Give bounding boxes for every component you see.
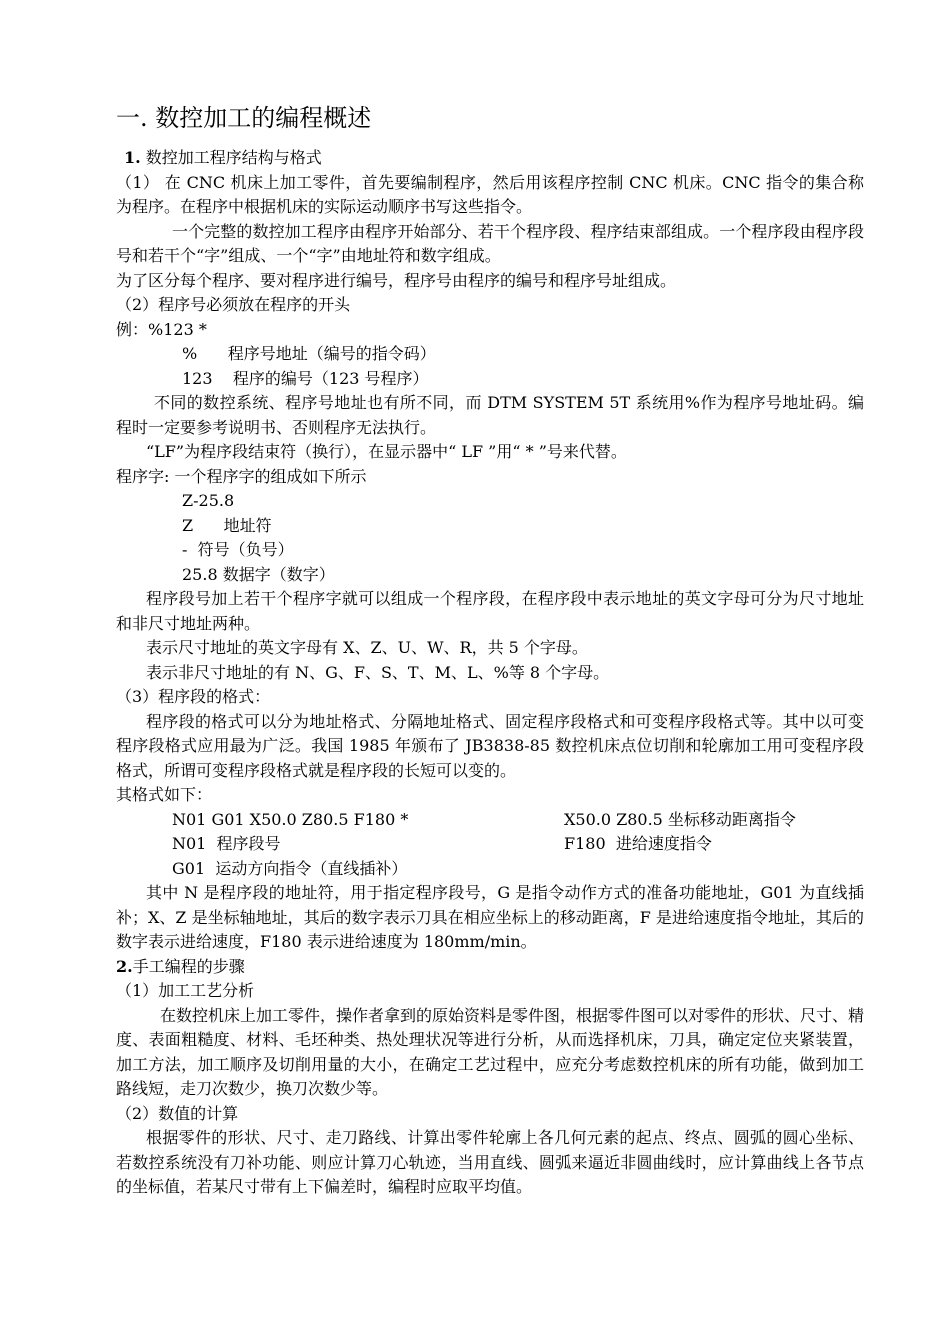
section-heading <box>116 955 864 980</box>
word-example: - 符号（负号） <box>182 540 294 559</box>
example-line: 123 程序的编号（123 号程序） <box>182 368 429 388</box>
paragraph: 为了区分每个程序、要对程序进行编号，程序号由程序的编号和程序号址组成。 <box>116 270 677 290</box>
format-cell: F180 进给速度指令 <box>564 834 712 853</box>
format-cell: G01 运动方向指令（直线插补） <box>172 858 408 878</box>
document-page <box>116 100 864 1200</box>
subheading: （2）数值的计算 <box>116 1103 239 1123</box>
format-cell: X50.0 Z80.5 坐标移动距离指令 <box>564 809 796 829</box>
page-title: 一. 数控加工的编程概述 <box>116 104 372 132</box>
example-line: 例：%123 * <box>116 319 207 339</box>
subheading: （3）程序段的格式： <box>116 687 271 706</box>
example-line: % 程序号地址（编号的指令码） <box>182 344 436 363</box>
paragraph: 一个完整的数控加工程序由程序开始部分、若干个程序段、程序结束部组成。一个程序段由程序段号和若干个“字”组成、一个“字”由地址符和数字组成。 <box>116 221 864 265</box>
paragraph: 程序段的格式可以分为地址格式、分隔地址格式、固定程序段格式和可变程序段格式等。其中以可变程序段格式应用最为广泛。我国 1985 年颁布了 JB3838-85 数控机床点位切削和轮廓加工用可变程序段格式，所谓可变程序段格式就是程序段的长短可以变的。 <box>116 711 864 780</box>
word-example: Z-25.8 <box>182 491 235 510</box>
paragraph: 程序段号加上若干个程序字就可以组成一个程序段，在程序段中表示地址的英文字母可分为尺寸地址和非尺寸地址两种。 <box>116 589 864 633</box>
word-example: Z 地址符 <box>182 515 272 535</box>
section-number: 2. <box>116 956 133 976</box>
paragraph: 其格式如下： <box>116 785 213 804</box>
format-row <box>116 857 864 882</box>
format-cell: N01 G01 X50.0 Z80.5 F180 * <box>172 809 409 829</box>
paragraph: （1） 在 CNC 机床上加工零件，首先要编制程序，然后用该程序控制 CNC 机床。CNC 指令的集合称为程序。在程序中根据机床的实际运动顺序书写这些指令。 <box>116 172 864 216</box>
section-title: 数控加工程序结构与格式 <box>140 148 322 167</box>
paragraph: 程序字: 一个程序字的组成如下所示 <box>116 466 367 486</box>
word-example: 25.8 数据字（数字） <box>182 564 335 584</box>
section-number: 1. <box>124 148 141 167</box>
paragraph: “LF”为程序段结束符（换行），在显示器中“ LF ”用“ * ”号来代替。 <box>146 442 627 461</box>
paragraph: 表示非尺寸地址的有 N、G、F、S、T、M、L、%等 8 个字母。 <box>146 662 610 682</box>
paragraph: 根据零件的形状、尺寸、走刀路线、计算出零件轮廓上各几何元素的起点、终点、圆弧的圆心坐标、若数控系统没有刀补功能、则应计算刀心轨迹，当用直线、圆弧来逼近非圆曲线时，应计算曲线上各节点的坐标值，若某尺寸带有上下偏差时，编程时应取平均值。 <box>116 1128 864 1196</box>
paragraph: 其中 N 是程序段的地址符，用于指定程序段号，G 是指令动作方式的准备功能地址，G01 为直线插补；X、Z 是坐标轴地址，其后的数字表示刀具在相应坐标上的移动距离，F 是进给速度指令地址，其后的数字表示进给速度，F180 表示进给速度为 180mm/min。 <box>116 883 864 951</box>
subheading: （2）程序号必须放在程序的开头 <box>116 295 351 314</box>
format-cell: N01 程序段号 <box>172 834 281 853</box>
paragraph: 不同的数控系统、程序号地址也有所不同，而 DTM SYSTEM 5T 系统用%作为程序号地址码。编程时一定要参考说明书、否则程序无法执行。 <box>116 393 864 437</box>
paragraph: 表示尺寸地址的英文字母有 X、Z、U、W、R，共 5 个字母。 <box>146 638 588 657</box>
format-row <box>116 832 864 857</box>
section-title: 手工编程的步骤 <box>132 956 245 976</box>
paragraph: 在数控机床上加工零件，操作者拿到的原始资料是零件图，根据零件图可以对零件的形状、尺寸、精度、表面粗糙度、材料、毛坯种类、热处理状况等进行分析，从而选择机床，刀具，确定定位夹紧装置，加工方法，加工顺序及切削用量的大小，在确定工艺过程中，应充分考虑数控机床的所有功能，做到加工路线短，走刀次数少，换刀次数少等。 <box>116 1005 864 1098</box>
section-heading <box>116 146 864 171</box>
subheading: （1）加工工艺分析 <box>116 981 255 1000</box>
format-row <box>116 808 864 833</box>
